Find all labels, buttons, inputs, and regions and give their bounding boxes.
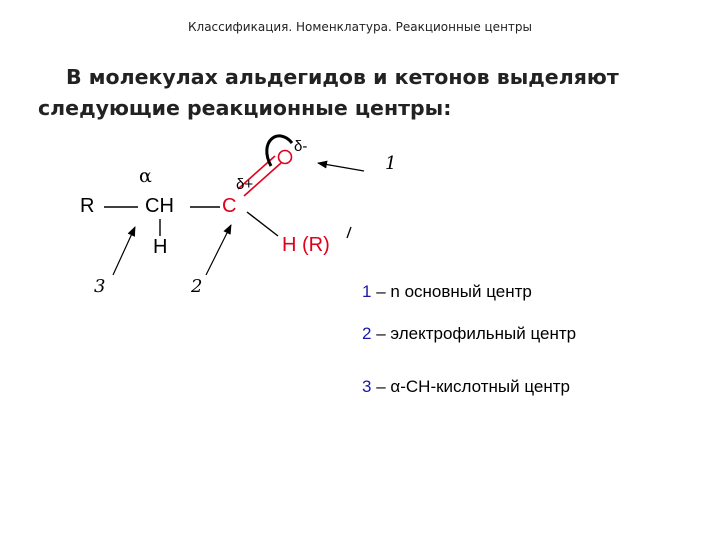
delta-minus-label: δ- (294, 138, 308, 155)
atom-h-r: H (R) (282, 234, 330, 256)
legend-number: 2 (362, 324, 372, 343)
prime-mark (347, 227, 351, 238)
legend-number: 1 (362, 282, 372, 301)
atom-h-bottom: H (153, 236, 168, 258)
center-number-1: 1 (385, 153, 397, 174)
center-number-3: 3 (94, 276, 106, 297)
legend-text: электрофильный центр (390, 324, 577, 343)
legend-item-3 (362, 377, 570, 397)
legend-number: 3 (362, 377, 372, 396)
delta-plus-label: δ+ (236, 176, 254, 193)
title-line-2: следующие реакционные центры: (38, 96, 452, 120)
legend-item-1 (362, 282, 532, 302)
legend-dash: – (376, 377, 386, 396)
legend-item-2 (362, 324, 576, 344)
legend-dash: – (376, 282, 386, 301)
legend-dash: – (376, 324, 386, 343)
slide-header: Классификация. Номенклатура. Реакционные центры (188, 20, 532, 34)
bond-c-hr (247, 212, 278, 236)
atom-ch: CH (145, 195, 174, 217)
arrow-2 (206, 225, 231, 275)
oxygen-atom (279, 151, 292, 164)
title-line-1: В молекулах альдегидов и кетонов выделяют (66, 65, 619, 89)
arrow-3 (113, 227, 135, 275)
legend-text: n основный центр (390, 282, 532, 301)
atom-c: C (222, 195, 237, 217)
arrow-1 (318, 163, 364, 171)
atom-r: R (80, 195, 95, 217)
legend-text: α-CH-кислотный центр (390, 377, 570, 396)
center-number-2: 2 (191, 276, 203, 297)
alpha-label: α (139, 165, 152, 187)
